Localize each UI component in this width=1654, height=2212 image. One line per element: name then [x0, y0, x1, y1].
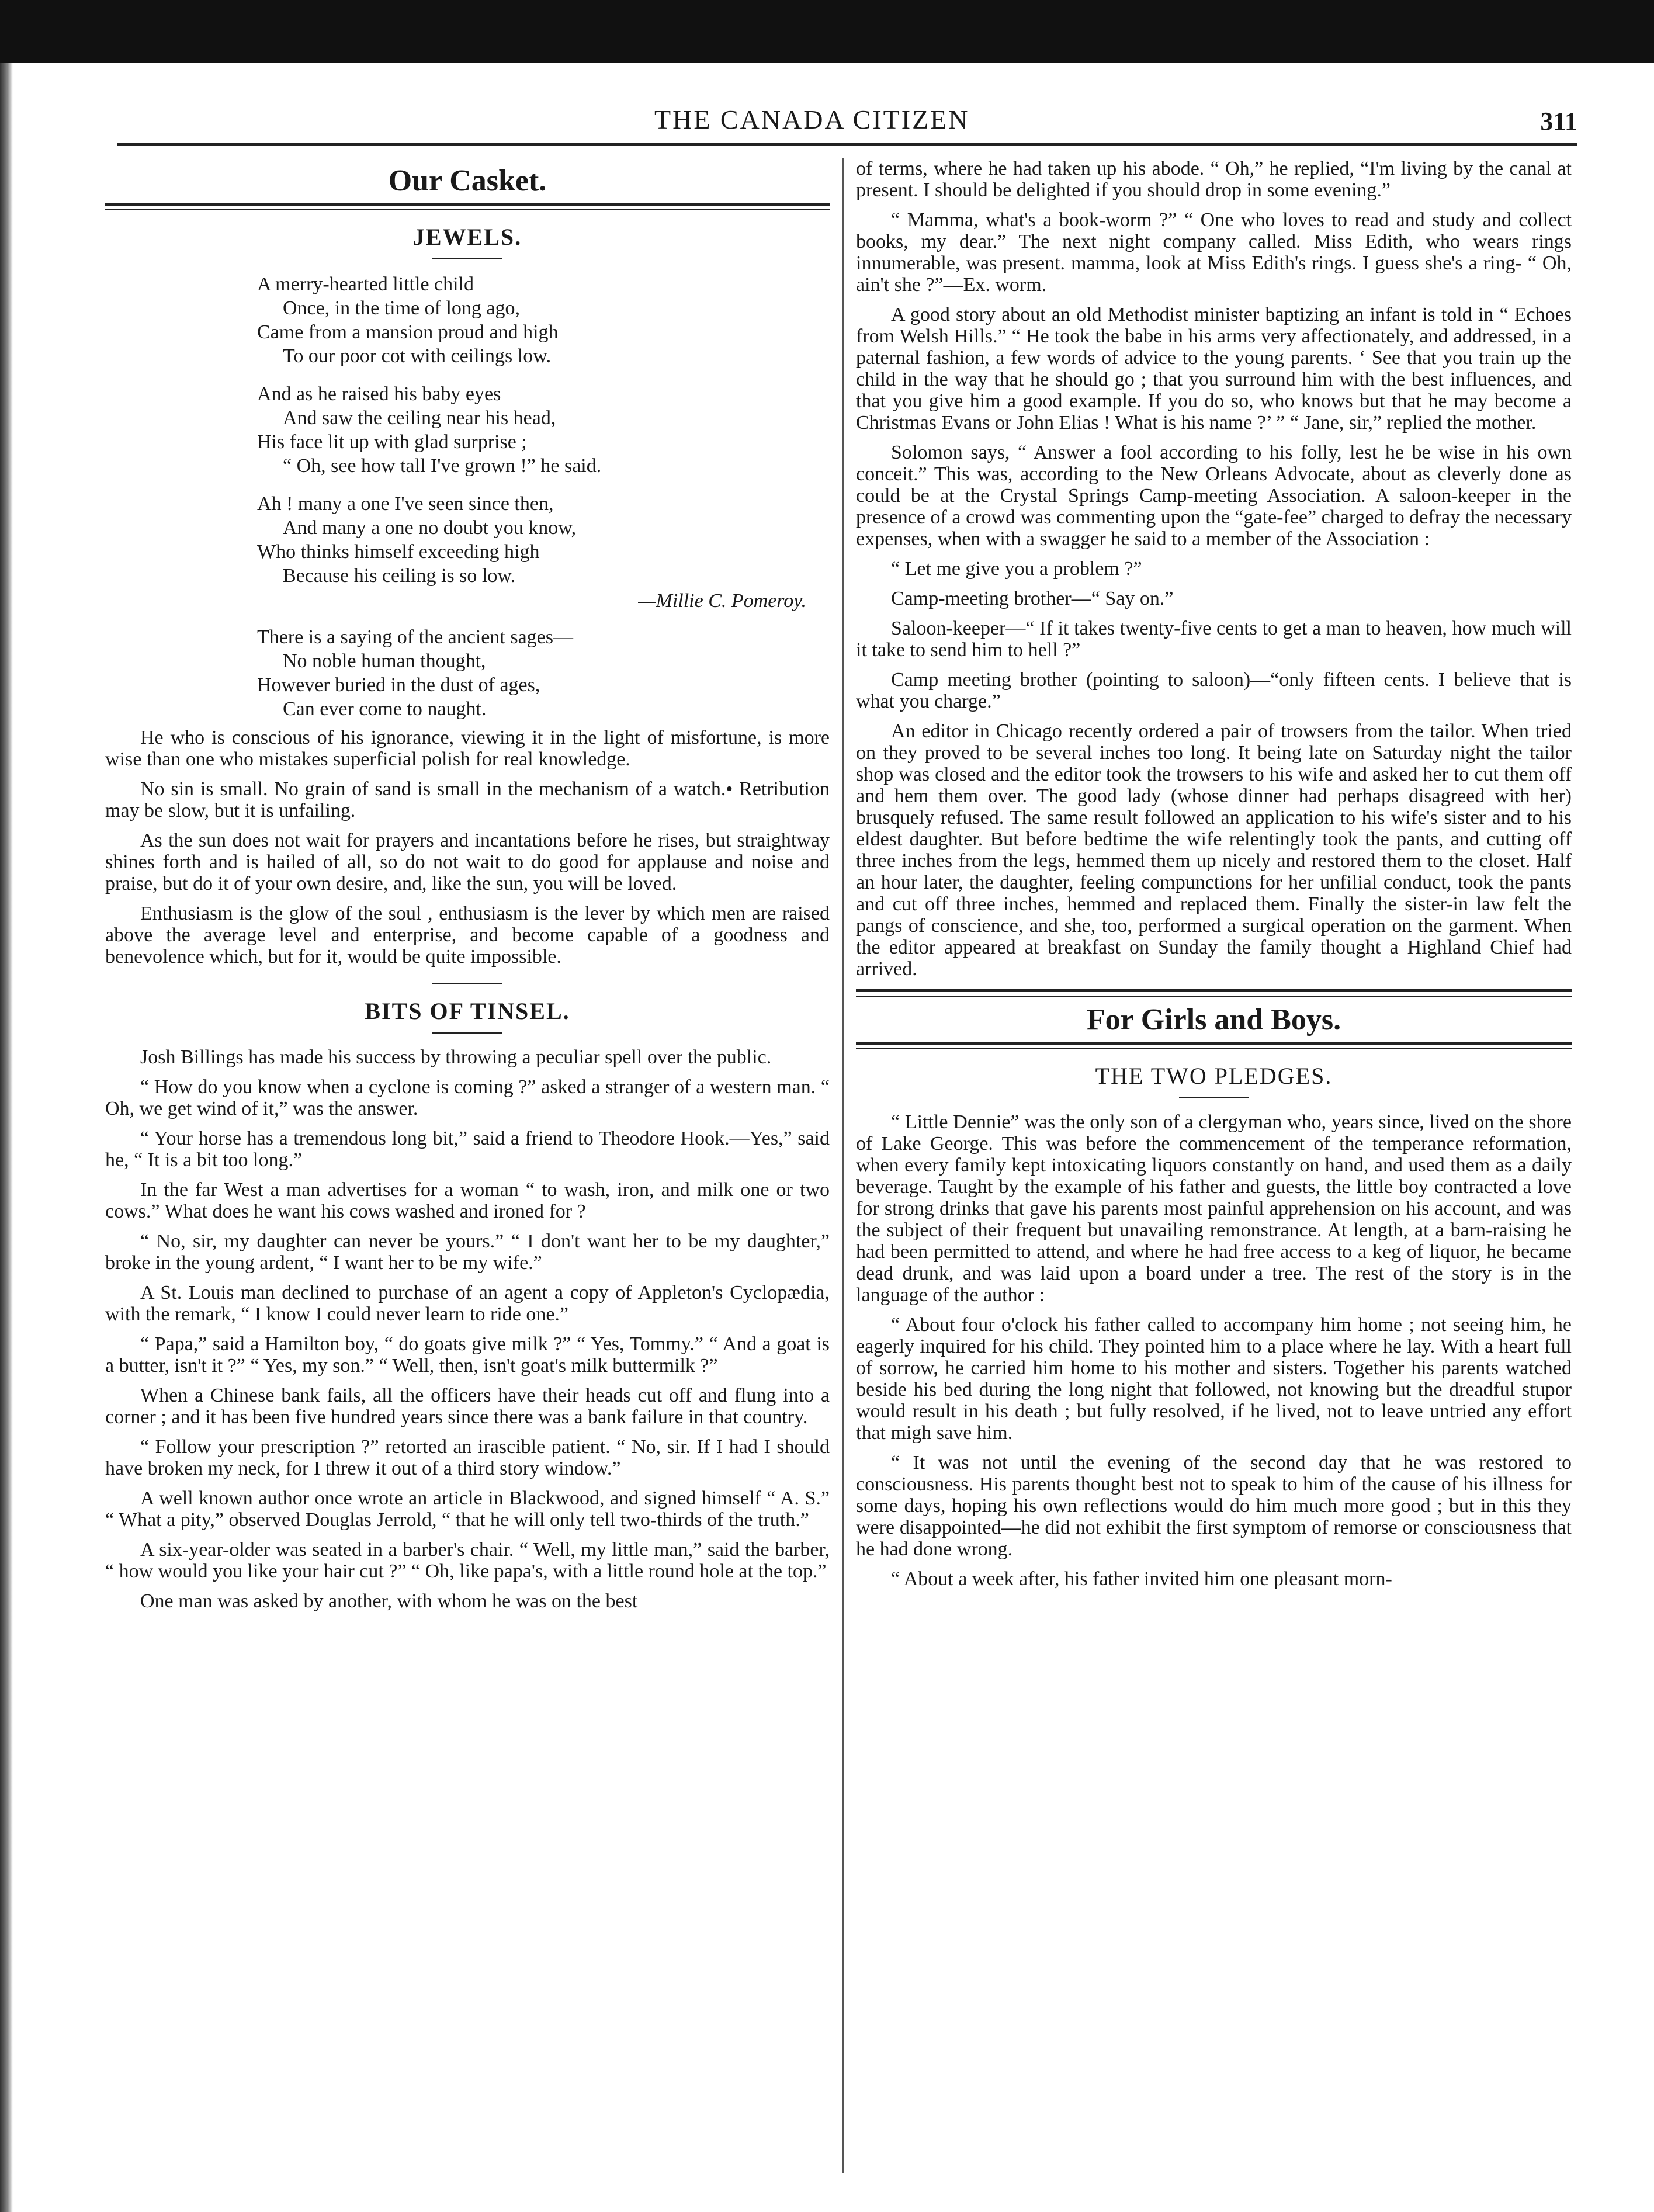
poem-stanza — [257, 625, 830, 721]
poem-signature: —Millie C. Pomeroy. — [638, 590, 806, 612]
poem-line: Because his ceiling is so low. — [283, 565, 516, 587]
paragraph: “ About a week after, his father invited him one pleasant morn- — [891, 1568, 1392, 1590]
paragraph: “ Little Dennie” was the only son of a clergyman who, years since, lived on the shore of Lake George. This was before the commencement of the temperance reformation, when every family kept intoxicating liquors constantly on hand, and used them as a daily beverage. Taught by the example of his father and guests, the little boy contracted a love for strong drinks that gave his parents most painful apprehension on his account, and was the subject of their frequent but unavailing remonstrance. At length, at a barn-raising he had been permitted to attend, and where he had free access to a keg of liquor, he became dead drunk, and was laid upon a board under a tree. The rest of the story is in the language of the author : — [856, 1111, 1572, 1306]
running-header — [117, 104, 1577, 139]
paragraph: A St. Louis man declined to purchase of an agent a copy of Appleton's Cyclopædia, with the remark, “ I know I could never learn to ride one.” — [105, 1282, 830, 1325]
publication-title: THE CANADA CITIZEN — [654, 105, 970, 134]
poem-line: To our poor cot with ceilings low. — [283, 345, 552, 367]
paragraph: “ Let me give you a problem ?” — [891, 558, 1142, 580]
poem-line: And saw the ceiling near his head, — [283, 407, 556, 429]
poem-line: Once, in the time of long ago, — [283, 297, 521, 319]
binding-edge — [0, 63, 13, 2212]
paragraph: Camp meeting brother (pointing to saloon)—“only fifteen cents. I believe that is what you charge.” — [856, 669, 1572, 712]
poem-stanza — [257, 382, 830, 478]
page-number: 311 — [1540, 107, 1577, 136]
section-heading-our-casket: Our Casket. — [388, 164, 547, 197]
paragraph: “ No, sir, my daughter can never be yours.” “ I don't want her to be my daughter,” broke in the young ardent, “ I want her to be my wife.” — [105, 1230, 830, 1274]
section-heading-for-girls-and-boys: For Girls and Boys. — [1086, 1003, 1341, 1036]
poem-line: There is a saying of the ancient sages— — [257, 626, 573, 648]
paragraph: “ It was not until the evening of the second day that he was restored to consciousness. His parents thought best not to speak to him of the cause of his illness for some days, hoping his own reflections would do him much more good ; but in this they were disappointed—he did not exhibit the first symptom of remorse or consciousness that he had done wrong. — [856, 1452, 1572, 1560]
poem-line: “ Oh, see how tall I've grown !” he said. — [283, 455, 602, 477]
poem-line: A merry-hearted little child — [257, 273, 474, 295]
paragraph: “ Follow your prescription ?” retorted an irascible patient. “ No, sir. If I had I should have broken my neck, for I threw it out of a third story window.” — [105, 1436, 830, 1479]
paragraph: “ Mamma, what's a book-worm ?” “ One who loves to read and study and collect books, my dear.” The next night company called. Miss Edith, who wears rings innumerable, was present. mamma, look at Miss Edith's rings. I guess she's a ring- “ Oh, ain't she ?”—Ex. worm. — [856, 209, 1572, 296]
poem-line: Can ever come to naught. — [283, 698, 487, 720]
left-column — [105, 158, 830, 1620]
double-rule — [105, 203, 830, 210]
paragraph: A six-year-older was seated in a barber's chair. “ Well, my little man,” said the barber, “ how would you like your hair cut ?” “ Oh, like papa's, with a little round hole at the top.” — [105, 1539, 830, 1582]
paragraph: As the sun does not wait for prayers and incantations before he rises, but straightway shines forth and is hailed of all, so do not wait to do good for applause and noise and praise, but do it of your own desire, and, like the sun, you will be loved. — [105, 830, 830, 894]
paragraph: A good story about an old Methodist minister baptizing an infant is told in “ Echoes from Welsh Hills.” “ He took the babe in his arms very affectionately, and addressed, in a paternal fashion, a few words of advice to the young parents. ‘ See that you train up the child in the way that he should go ; that you surround him with the best influences, and that you give him a good example. If you do so, who knows but that he may become a Christmas Evans or John Elias ! What is his name ?’ ” “ Jane, sir,” replied the mother. — [856, 304, 1572, 434]
poem — [257, 272, 830, 588]
poem-line: And many a one no doubt you know, — [283, 517, 577, 539]
poem-line: No noble human thought, — [283, 650, 486, 672]
paragraph: “ Papa,” said a Hamilton boy, “ do goats give milk ?” “ Yes, Tommy.” “ And a goat is a butter, isn't it ?” “ Yes, my son.” “ Well, then, isn't goat's milk buttermilk ?” — [105, 1333, 830, 1377]
paragraph: Josh Billings has made his success by throwing a peculiar spell over the public. — [140, 1046, 772, 1068]
poem-line: And as he raised his baby eyes — [257, 383, 501, 405]
paragraph: When a Chinese bank fails, all the officers have their heads cut off and flung into a corner ; and it has been five hundred years since there was a bank failure in that country. — [105, 1385, 830, 1428]
poem-2 — [257, 625, 830, 721]
paragraph: In the far West a man advertises for a woman “ to wash, iron, and milk one or two cows.” What does he want his cows washed and ironed for ? — [105, 1179, 830, 1222]
paragraph: Solomon says, “ Answer a fool according to his folly, lest he be wise in his own conceit.” This was, according to the New Orleans Advocate, about as cleverly done as could be at the Crystal Springs Camp-meeting Association. A saloon-keeper in the presence of a crowd was commenting upon the “gate-fee” charged to defray the necessary expenses, when with a swagger he said to a member of the Association : — [856, 442, 1572, 550]
paragraph: Enthusiasm is the glow of the soul , enthusiasm is the lever by which men are raised above the average level and enterprise, and become capable of a goodness and benevolence which, but for it, would be quite impossible. — [105, 903, 830, 968]
column-divider — [842, 158, 844, 2173]
paragraph: Saloon-keeper—“ If it takes twenty-five cents to get a man to heaven, how much will it take to send him to hell ?” — [856, 618, 1572, 661]
paragraph: An editor in Chicago recently ordered a pair of trowsers from the tailor. When tried on they proved to be several inches too long. It being late on Saturday night the tailor shop was closed and the editor took the trowsers to his wife and asked her to cut them off and hem them over. The good lady (whose dinner had perhaps disagreed with her) brusquely refused. The same result followed an application to his wife's sister and to his eldest daughter. But before bedtime the wife relentingly took the pants, and cutting off three inches from the legs, hemmed them up nicely and restored them to the closet. Half an hour later, the daughter, feeling compunctions for her unfilial conduct, took the pants and cut off three inches, hemmed and replaced them. Finally the sister-in law felt the pangs of conscience, and she, too, performed a surgical operation on the garment. When the editor appeared at breakfast on Sunday the family thought a Highland Chief had arrived. — [856, 720, 1572, 980]
poem-line: Ah ! many a one I've seen since then, — [257, 493, 554, 515]
short-rule — [1179, 1097, 1249, 1098]
poem-line: Who thinks himself exceeding high — [257, 541, 540, 563]
paragraph: He who is conscious of his ignorance, viewing it in the light of misfortune, is more wise than one who mistakes superficial polish for real knowledge. — [105, 727, 830, 770]
poem-line: However buried in the dust of ages, — [257, 674, 540, 696]
paragraph: Camp-meeting brother—“ Say on.” — [891, 588, 1174, 609]
right-column — [856, 158, 1572, 1598]
header-rule — [117, 143, 1577, 146]
paragraph: One man was asked by another, with whom he was on the best — [140, 1590, 638, 1612]
poem-stanza — [257, 492, 830, 588]
paragraph: “ Your horse has a tremendous long bit,” said a friend to Theodore Hook.—Yes,” said he, “ It is a bit too long.” — [105, 1128, 830, 1171]
double-rule — [856, 989, 1572, 997]
paragraph: A well known author once wrote an article in Blackwood, and signed himself “ A. S.” “ What a pity,” observed Douglas Jerrold, “ that he will only tell two-thirds of the truth.” — [105, 1488, 830, 1531]
paragraph: of terms, where he had taken up his abode. “ Oh,” he replied, “I'm living by the canal at present. I should be delighted if you should drop in some evening.” — [856, 158, 1572, 201]
paragraph: No sin is small. No grain of sand is small in the mechanism of a watch.• Retribution may be slow, but it is unfailing. — [105, 778, 830, 821]
paragraph: “ How do you know when a cyclone is coming ?” asked a stranger of a western man. “ Oh, we get wind of it,” was the answer. — [105, 1076, 830, 1119]
double-rule — [856, 1042, 1572, 1049]
heading-the-two-pledges: THE TWO PLEDGES. — [1095, 1063, 1333, 1089]
poem-line: His face lit up with glad surprise ; — [257, 431, 527, 453]
poem-line: Came from a mansion proud and high — [257, 321, 559, 343]
short-rule — [432, 1032, 502, 1034]
heading-jewels: JEWELS. — [412, 224, 522, 250]
short-rule — [432, 983, 502, 984]
heading-bits-of-tinsel: BITS OF TINSEL. — [365, 998, 570, 1024]
short-rule — [432, 258, 502, 259]
paragraph: “ About four o'clock his father called to accompany him home ; not seeing him, he eagerly inquired for his child. They pointed him to a place where he lay. With a heart full of sorrow, he carried him home to his mother and sisters. Together his parents watched beside his bed during the long night that followed, not knowing but the dreadful stupor would result in his death ; but fully resolved, if he lived, not to leave untried any effort that migh save him. — [856, 1314, 1572, 1444]
poem-stanza — [257, 272, 830, 368]
scan-top-band — [0, 0, 1654, 63]
